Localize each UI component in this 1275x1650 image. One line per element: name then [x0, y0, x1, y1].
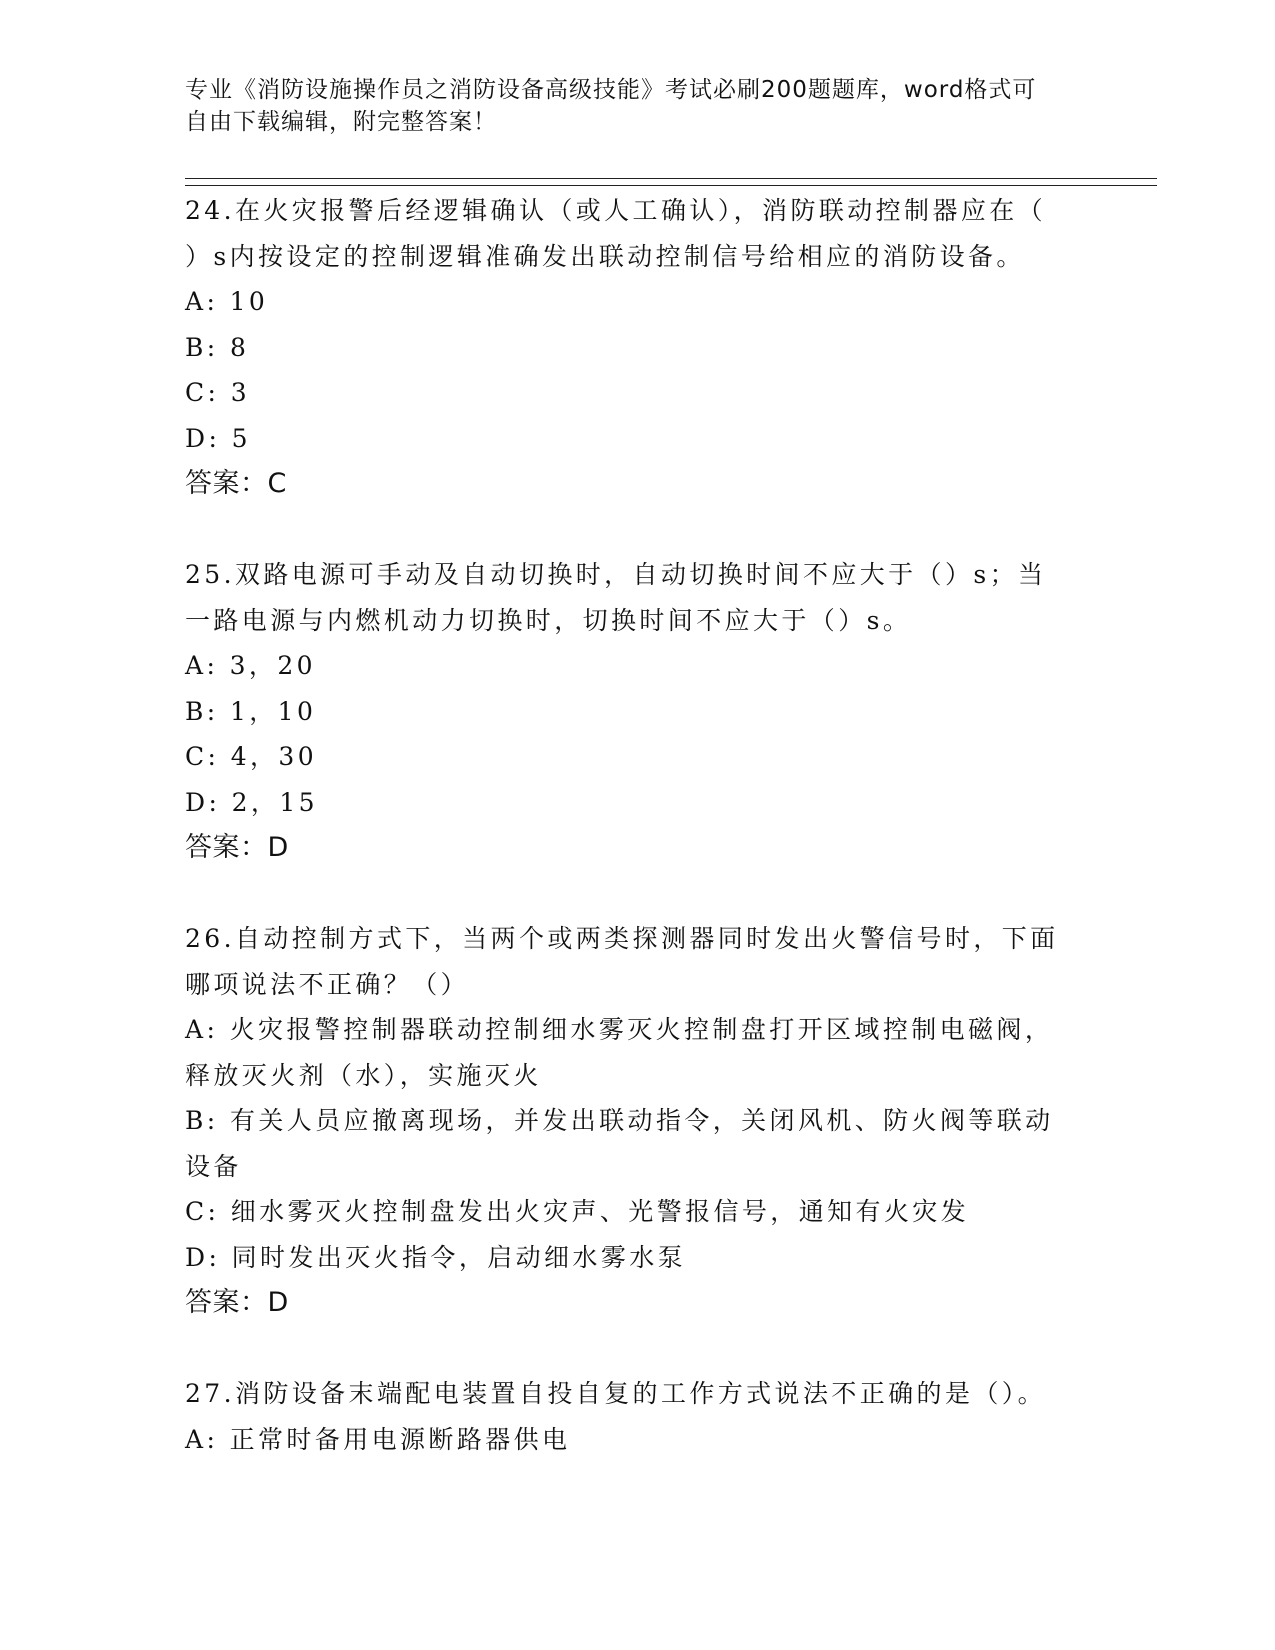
option-a [185, 643, 1085, 689]
question-text [185, 188, 1085, 279]
option-text: D: 5 [185, 423, 251, 453]
question-text-line: 24.在火灾报警后经逻辑确认（或人工确认），消防联动控制器应在（ [185, 196, 1047, 225]
header-line-1: 专业《消防设施操作员之消防设备高级技能》考试必刷200题题库，word格式可 [185, 77, 1037, 103]
question-spacer [185, 871, 1085, 917]
question-25 [185, 552, 1085, 871]
option-a [185, 279, 1085, 325]
answer: 答案：D [185, 1287, 289, 1318]
question-text-line: 一路电源与内燃机动力切换时，切换时间不应大于（）s。 [185, 605, 912, 635]
option-a [185, 1417, 1085, 1463]
option-c [185, 370, 1085, 416]
answer: 答案：D [185, 832, 289, 863]
option-c [185, 1189, 1085, 1235]
answer: 答案：C [185, 468, 287, 499]
question-text [185, 552, 1085, 643]
option-b [185, 325, 1085, 371]
option-d [185, 780, 1085, 826]
option-text: 释放灭火剂（水），实施灭火 [185, 1060, 542, 1090]
option-text: B: 1，10 [185, 696, 317, 726]
question-text [185, 916, 1085, 1007]
option-text: D: 2，15 [185, 787, 318, 817]
question-text-line: 26.自动控制方式下，当两个或两类探测器同时发出火警信号时，下面 [185, 924, 1059, 953]
option-a [185, 1007, 1085, 1098]
option-b [185, 689, 1085, 735]
option-c [185, 734, 1085, 780]
option-text: 设备 [185, 1151, 242, 1181]
option-text: A: 火灾报警控制器联动控制细水雾灭火控制盘打开区域控制电磁阀， [185, 1015, 1054, 1044]
question-text-line: 27.消防设备末端配电装置自投自复的工作方式说法不正确的是（）。 [185, 1379, 1047, 1408]
option-text: C: 细水雾灭火控制盘发出火灾声、光警报信号，通知有火灾发 [185, 1197, 970, 1226]
option-text: C: 4，30 [185, 742, 318, 771]
option-b [185, 1098, 1085, 1189]
question-spacer [185, 507, 1085, 553]
header-divider-top [185, 178, 1157, 179]
option-text: A: 10 [185, 287, 269, 316]
question-text-line: ）s内按设定的控制逻辑准确发出联动控制信号给相应的消防设备。 [185, 241, 1025, 271]
option-text: C: 3 [185, 378, 251, 407]
question-text [185, 1371, 1085, 1417]
question-spacer [185, 1326, 1085, 1372]
question-26 [185, 916, 1085, 1326]
option-d [185, 1235, 1085, 1281]
option-text: A: 3，20 [185, 651, 316, 680]
question-27 [185, 1371, 1085, 1462]
document-header [185, 74, 1065, 138]
question-list [185, 188, 1085, 1462]
header-divider-bottom [185, 185, 1157, 186]
question-text-line: 哪项说法不正确？（） [185, 969, 470, 999]
question-24 [185, 188, 1085, 507]
question-text-line: 25.双路电源可手动及自动切换时，自动切换时间不应大于（）s；当 [185, 560, 1047, 589]
header-line-2: 自由下载编辑，附完整答案！ [185, 109, 497, 135]
option-text: B: 8 [185, 332, 250, 362]
option-text: A: 正常时备用电源断路器供电 [185, 1424, 571, 1454]
option-text: D: 同时发出灭火指令，启动细水雾水泵 [185, 1242, 687, 1272]
option-text: B: 有关人员应撤离现场，并发出联动指令，关闭风机、防火阀等联动 [185, 1106, 1054, 1135]
option-d [185, 416, 1085, 462]
